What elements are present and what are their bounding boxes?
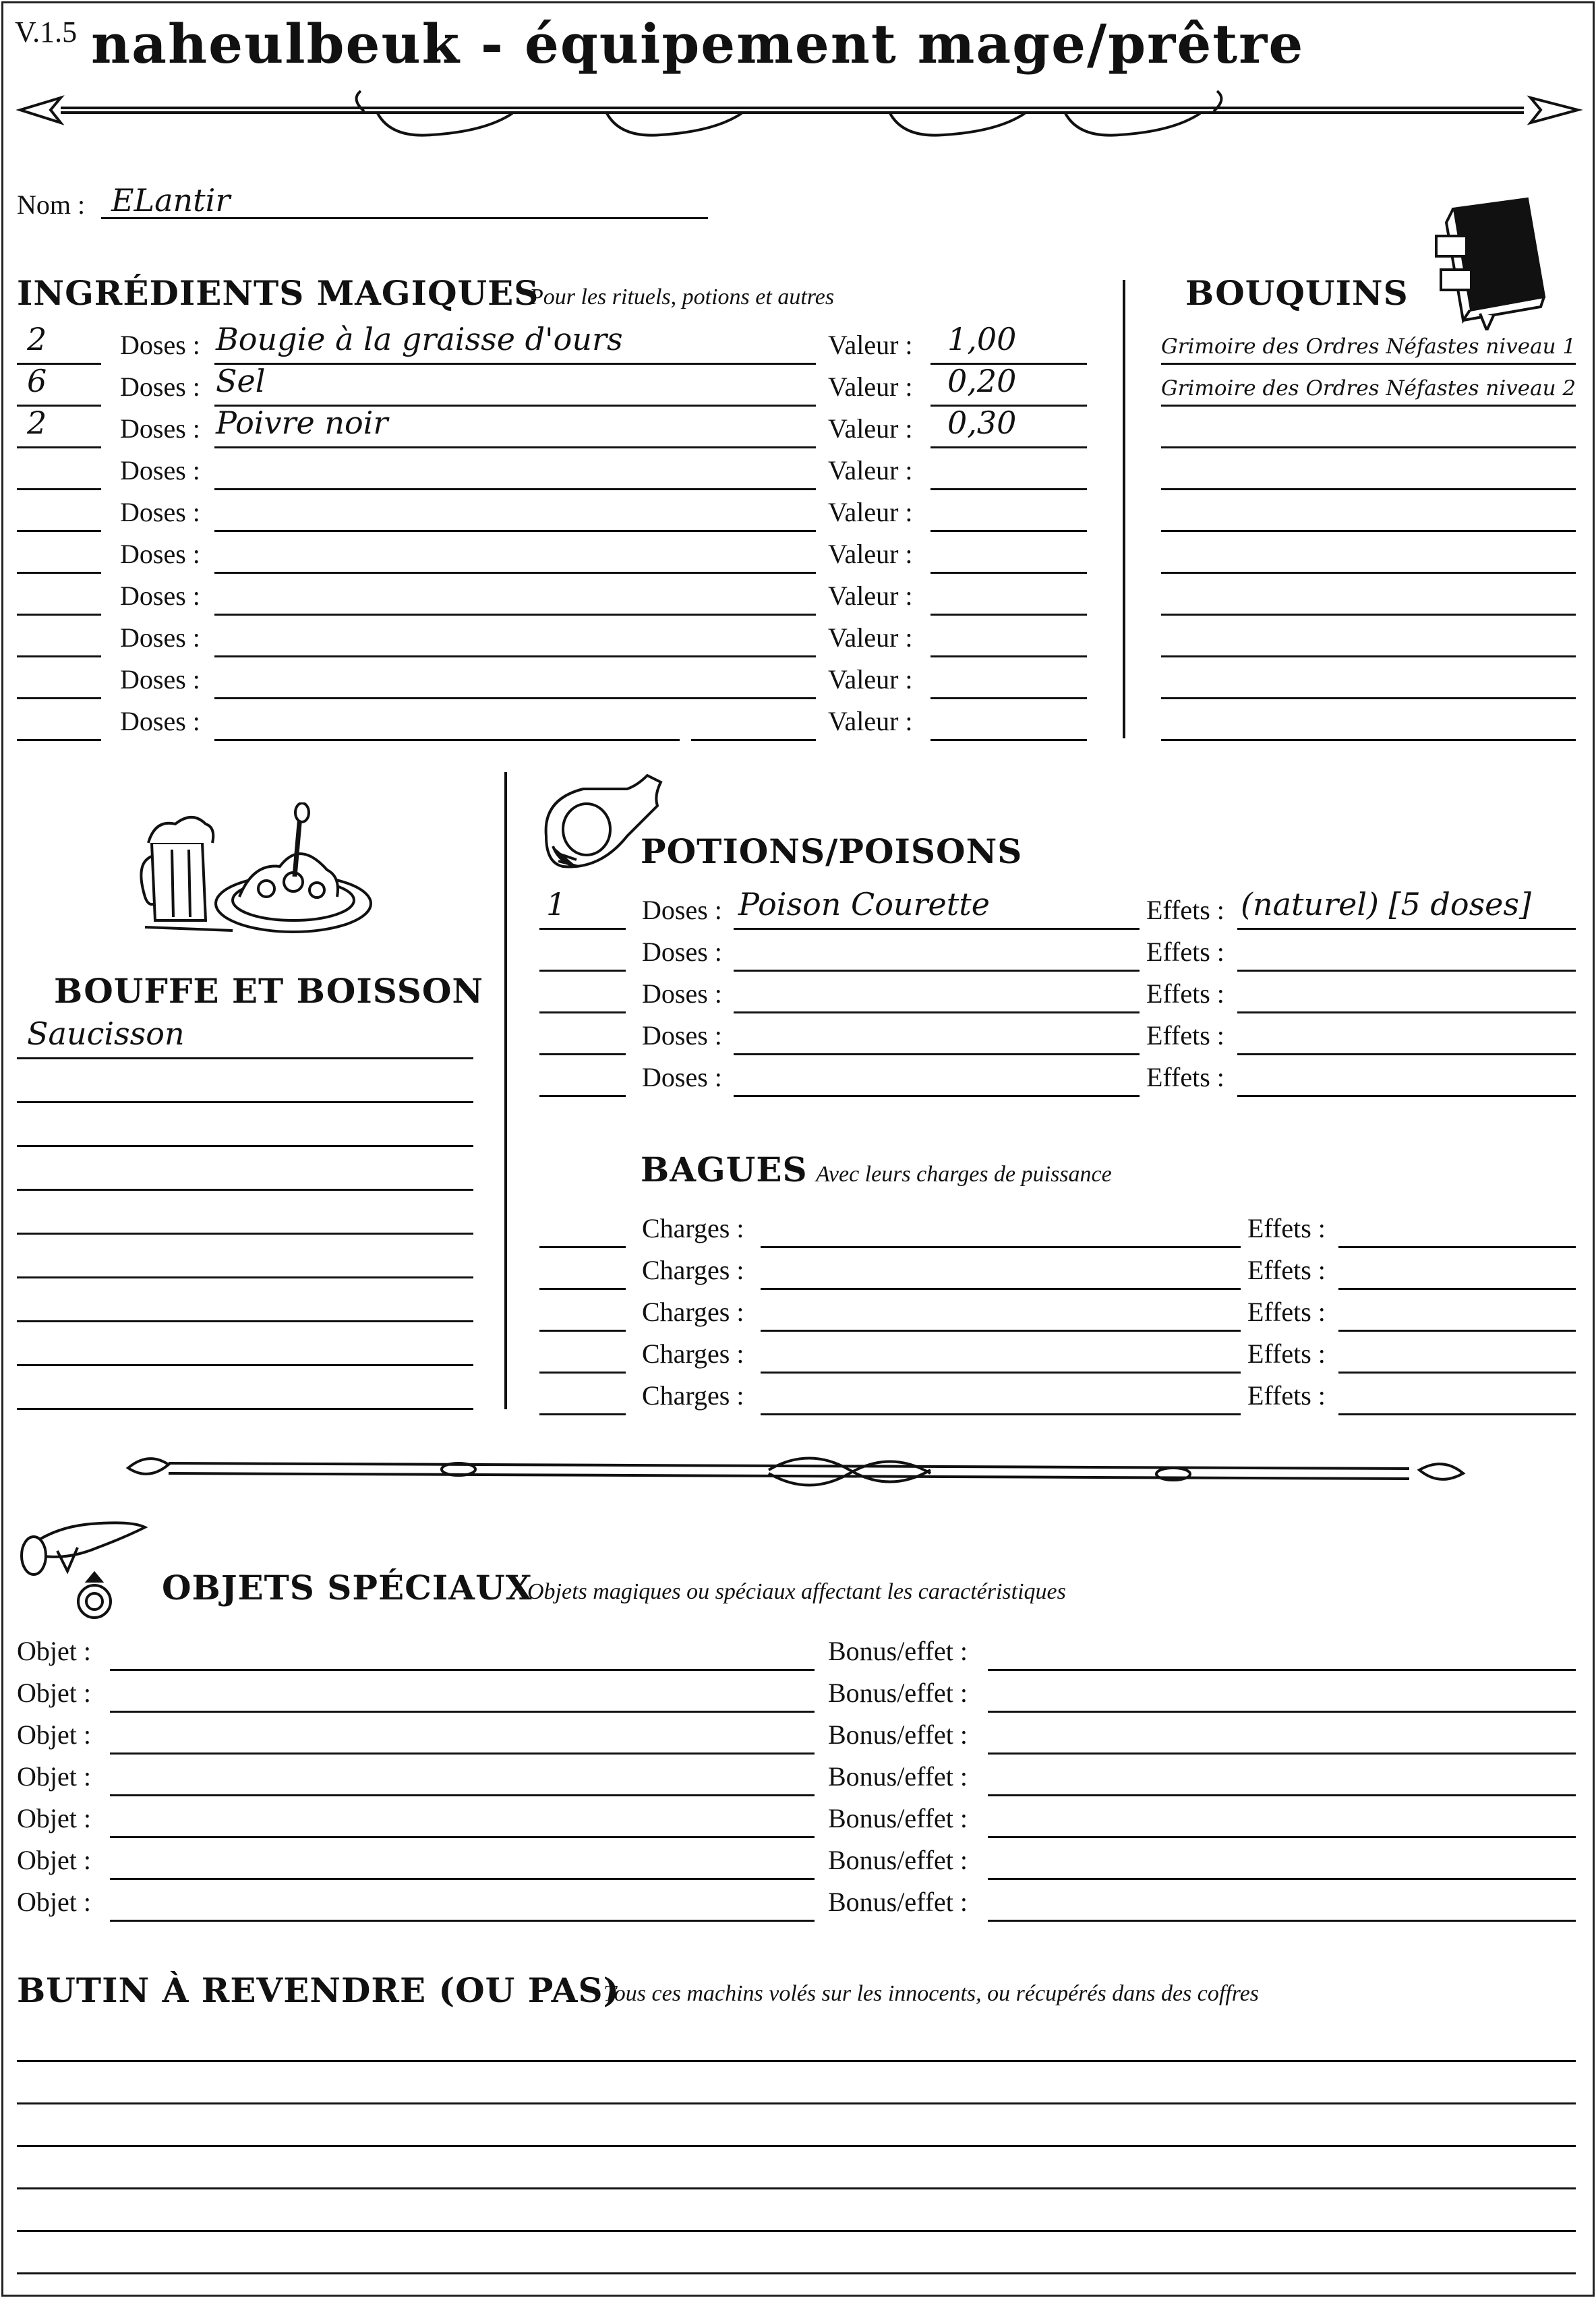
bouquin-line	[1161, 488, 1576, 490]
potion-qty-line	[539, 1095, 626, 1097]
potion-name-line	[734, 1011, 1140, 1013]
potion-effets-label: Effets :	[1146, 937, 1224, 967]
ingredient-name-line	[214, 739, 680, 741]
bouquin-line	[1161, 697, 1576, 699]
potion-effets-line	[1237, 928, 1576, 930]
bague-effets-label: Effets :	[1247, 1380, 1326, 1411]
ingredient-name-line	[214, 572, 816, 574]
potions-title: POTIONS/POISONS	[641, 831, 1023, 871]
ingredient-qty-line	[17, 572, 101, 574]
bague-charges-line[interactable]	[761, 1413, 1241, 1415]
ingredient-valeur-label: Valeur :	[828, 455, 913, 485]
bagues-title: BAGUES	[641, 1150, 808, 1189]
potion-doses-label: Doses :	[642, 1020, 722, 1051]
ingredient-qty-line	[17, 614, 101, 616]
bouffe-title: BOUFFE ET BOISSON	[54, 971, 484, 1011]
potion-effets-label: Effets :	[1146, 895, 1224, 925]
bouquin-line	[1161, 405, 1576, 407]
potion-qty-line	[539, 928, 626, 930]
ingredient-valeur-line	[930, 446, 1087, 448]
bague-charges-label: Charges :	[642, 1338, 744, 1369]
ingredient-name[interactable]: Sel	[216, 363, 266, 399]
objets-subtitle: Objets magiques ou spéciaux affectant les caractéristiques	[527, 1579, 1066, 1604]
page-title: naheulbeuk - équipement mage/prêtre	[91, 12, 1305, 76]
potion-effets-label: Effets :	[1146, 1020, 1224, 1051]
ingredient-valeur-line	[930, 697, 1087, 699]
bague-charges-label: Charges :	[642, 1255, 744, 1285]
potion-name-line	[734, 970, 1140, 972]
objet-bonus-line[interactable]	[988, 1752, 1576, 1755]
ingredient-doses-label: Doses :	[120, 622, 200, 653]
ingredient-doses-label: Doses :	[120, 330, 200, 360]
bague-qty-line[interactable]	[539, 1413, 626, 1415]
spear-divider-top	[13, 81, 1585, 148]
potion-effets-line	[1237, 970, 1576, 972]
bague-effets-line[interactable]	[1338, 1330, 1576, 1332]
bouffe-item[interactable]: Saucisson	[27, 1015, 185, 1052]
potion-effets-line	[1237, 1095, 1576, 1097]
ingredient-doses-label: Doses :	[120, 497, 200, 527]
bague-qty-line[interactable]	[539, 1330, 626, 1332]
bouquin-item[interactable]: Grimoire des Ordres Néfastes niveau 1	[1161, 334, 1576, 359]
food-icon	[138, 802, 374, 944]
potion-effets-label: Effets :	[1146, 1062, 1224, 1092]
ingredient-name[interactable]: Poivre noir	[216, 405, 388, 441]
bouquin-item[interactable]: Grimoire des Ordres Néfastes niveau 2	[1161, 376, 1576, 401]
objet-bonus-line[interactable]	[988, 1836, 1576, 1838]
bague-charges-line[interactable]	[761, 1288, 1241, 1290]
ingredient-name-line	[214, 446, 816, 448]
potion-doses-label: Doses :	[642, 895, 722, 925]
potion-qty-line	[539, 1053, 626, 1055]
butin-line[interactable]	[17, 2230, 1576, 2232]
bouffe-line	[17, 1364, 473, 1366]
butin-line[interactable]	[17, 2102, 1576, 2104]
ingredient-qty-line	[17, 739, 101, 741]
ingredient-valeur-label: Valeur :	[828, 706, 913, 736]
bague-charges-label: Charges :	[642, 1213, 744, 1243]
ingredient-name-line	[214, 655, 816, 657]
objet-line[interactable]	[110, 1878, 815, 1880]
ingredient-valeur[interactable]: 0,20	[947, 363, 1017, 399]
nom-value[interactable]: ELantir	[111, 182, 231, 218]
ingredients-title: INGRÉDIENTS MAGIQUES	[17, 273, 539, 313]
bague-effets-label: Effets :	[1247, 1255, 1326, 1285]
ingredient-qty[interactable]: 6	[27, 363, 47, 399]
objet-label: Objet :	[17, 1719, 91, 1750]
butin-line[interactable]	[17, 2187, 1576, 2189]
bague-effets-line[interactable]	[1338, 1413, 1576, 1415]
butin-subtitle: Tous ces machins volés sur les innocents, ou récupérés dans des coffres	[603, 1981, 1260, 2006]
scroll-ring-icon	[17, 1514, 152, 1622]
bagues-subtitle: Avec leurs charges de puissance	[816, 1162, 1112, 1187]
ingredient-valeur-label: Valeur :	[828, 622, 913, 653]
bouquin-line	[1161, 572, 1576, 574]
ingredient-qty[interactable]: 2	[27, 321, 47, 357]
bague-qty-line[interactable]	[539, 1246, 626, 1248]
ingredient-name-line	[214, 697, 816, 699]
potion-effets-line	[1237, 1011, 1576, 1013]
bouffe-line	[17, 1408, 473, 1410]
bouquin-line	[1161, 446, 1576, 448]
objet-bonus-label: Bonus/effet :	[828, 1803, 968, 1833]
bague-charges-line[interactable]	[761, 1372, 1241, 1374]
ingredient-name-line	[214, 363, 816, 365]
ingredient-valeur-line	[930, 614, 1087, 616]
ingredient-doses-label: Doses :	[120, 664, 200, 695]
bague-effets-label: Effets :	[1247, 1213, 1326, 1243]
objet-bonus-label: Bonus/effet :	[828, 1845, 968, 1875]
middle-separator	[504, 772, 507, 1409]
ingredient-qty-line	[17, 655, 101, 657]
bague-charges-line[interactable]	[761, 1330, 1241, 1332]
objet-bonus-line[interactable]	[988, 1794, 1576, 1796]
potion-qty[interactable]: 1	[546, 886, 566, 922]
ingredient-doses-label: Doses :	[120, 539, 200, 569]
ingredient-valeur-label: Valeur :	[828, 664, 913, 695]
version-label: V.1.5	[15, 16, 78, 49]
objet-label: Objet :	[17, 1678, 91, 1708]
ingredient-name[interactable]: Bougie à la graisse d'ours	[216, 321, 623, 357]
objet-label: Objet :	[17, 1636, 91, 1666]
bouquin-line	[1161, 655, 1576, 657]
potion-name-line	[734, 1053, 1140, 1055]
bague-effets-label: Effets :	[1247, 1297, 1326, 1327]
ingredient-valeur-line	[930, 739, 1087, 741]
bouffe-line	[17, 1101, 473, 1103]
potion-effets[interactable]: (naturel) [5 doses]	[1241, 886, 1531, 922]
objet-line[interactable]	[110, 1669, 815, 1671]
ingredients-subtitle: Pour les rituels, potions et autres	[529, 285, 835, 310]
ingredient-doses-label: Doses :	[120, 413, 200, 444]
objet-line[interactable]	[110, 1752, 815, 1755]
butin-title: BUTIN À REVENDRE (OU PAS)	[17, 1970, 620, 2010]
objet-line[interactable]	[110, 1836, 815, 1838]
objet-bonus-label: Bonus/effet :	[828, 1719, 968, 1750]
ingredient-valeur-line	[930, 655, 1087, 657]
staff-divider	[121, 1443, 1470, 1497]
bouquin-line	[1161, 614, 1576, 616]
bague-effets-label: Effets :	[1247, 1338, 1326, 1369]
objet-label: Objet :	[17, 1887, 91, 1917]
potion-qty-line	[539, 970, 626, 972]
ingredient-doses-label: Doses :	[120, 706, 200, 736]
ingredient-name-line	[214, 488, 816, 490]
bouquins-title: BOUQUINS	[1185, 273, 1409, 313]
ingredient-valeur-label: Valeur :	[828, 372, 913, 402]
potion-name[interactable]: Poison Courette	[738, 886, 990, 922]
bague-effets-line[interactable]	[1338, 1288, 1576, 1290]
potion-doses-label: Doses :	[642, 978, 722, 1009]
ingredient-qty-line	[17, 446, 101, 448]
potion-qty-line	[539, 1011, 626, 1013]
bouffe-line	[17, 1057, 473, 1059]
objet-label: Objet :	[17, 1803, 91, 1833]
ingredient-qty-line	[17, 530, 101, 532]
bague-effets-line[interactable]	[1338, 1372, 1576, 1374]
objet-bonus-line[interactable]	[988, 1920, 1576, 1922]
ingredient-doses-label: Doses :	[120, 581, 200, 611]
ingredient-valeur-label: Valeur :	[828, 497, 913, 527]
nom-line	[101, 217, 708, 219]
butin-line[interactable]	[17, 2145, 1576, 2147]
objet-line[interactable]	[110, 1794, 815, 1796]
objet-bonus-label: Bonus/effet :	[828, 1761, 968, 1792]
bague-charges-label: Charges :	[642, 1297, 744, 1327]
bouffe-line	[17, 1276, 473, 1278]
bague-qty-line[interactable]	[539, 1288, 626, 1290]
bouffe-line	[17, 1320, 473, 1322]
ingredient-valeur[interactable]: 0,30	[947, 405, 1017, 441]
ingredient-name-line-extra	[691, 739, 816, 741]
ingredient-valeur-label: Valeur :	[828, 539, 913, 569]
ingredient-qty[interactable]: 2	[27, 405, 47, 441]
potion-doses-label: Doses :	[642, 1062, 722, 1092]
potion-name-line	[734, 1095, 1140, 1097]
potion-name-line	[734, 928, 1140, 930]
objets-title: OBJETS SPÉCIAUX	[162, 1568, 533, 1608]
ingredient-name-line	[214, 614, 816, 616]
ingredient-name-line	[214, 530, 816, 532]
objet-label: Objet :	[17, 1845, 91, 1875]
potion-effets-label: Effets :	[1146, 978, 1224, 1009]
butin-line[interactable]	[17, 2060, 1576, 2062]
ingredient-valeur-label: Valeur :	[828, 413, 913, 444]
butin-line[interactable]	[17, 2272, 1576, 2274]
objet-bonus-label: Bonus/effet :	[828, 1887, 968, 1917]
objet-bonus-label: Bonus/effet :	[828, 1636, 968, 1666]
ingredient-valeur-label: Valeur :	[828, 581, 913, 611]
ingredient-valeur-line	[930, 488, 1087, 490]
bouquin-line	[1161, 363, 1576, 365]
ingredient-qty-line	[17, 697, 101, 699]
bouffe-line	[17, 1233, 473, 1235]
bouquin-line	[1161, 530, 1576, 532]
bague-effets-line[interactable]	[1338, 1246, 1576, 1248]
ingredient-qty-line	[17, 488, 101, 490]
objet-line[interactable]	[110, 1920, 815, 1922]
objet-bonus-label: Bonus/effet :	[828, 1678, 968, 1708]
ingredient-valeur[interactable]: 1,00	[947, 321, 1017, 357]
ingredient-valeur-line	[930, 572, 1087, 574]
objet-bonus-line[interactable]	[988, 1711, 1576, 1713]
bouffe-line	[17, 1145, 473, 1147]
bague-qty-line[interactable]	[539, 1372, 626, 1374]
bague-charges-label: Charges :	[642, 1380, 744, 1411]
ingredient-doses-label: Doses :	[120, 455, 200, 485]
objet-bonus-line[interactable]	[988, 1669, 1576, 1671]
objet-line[interactable]	[110, 1711, 815, 1713]
potion-doses-label: Doses :	[642, 937, 722, 967]
bouquins-separator	[1123, 280, 1125, 738]
bague-charges-line[interactable]	[761, 1246, 1241, 1248]
bouquin-line	[1161, 739, 1576, 741]
ingredient-valeur-line	[930, 530, 1087, 532]
ingredient-doses-label: Doses :	[120, 372, 200, 402]
ingredient-valeur-label: Valeur :	[828, 330, 913, 360]
nom-label: Nom :	[17, 189, 86, 220]
objet-label: Objet :	[17, 1761, 91, 1792]
objet-bonus-line[interactable]	[988, 1878, 1576, 1880]
bouffe-line	[17, 1189, 473, 1191]
book-icon	[1433, 196, 1547, 330]
potion-effets-line	[1237, 1053, 1576, 1055]
